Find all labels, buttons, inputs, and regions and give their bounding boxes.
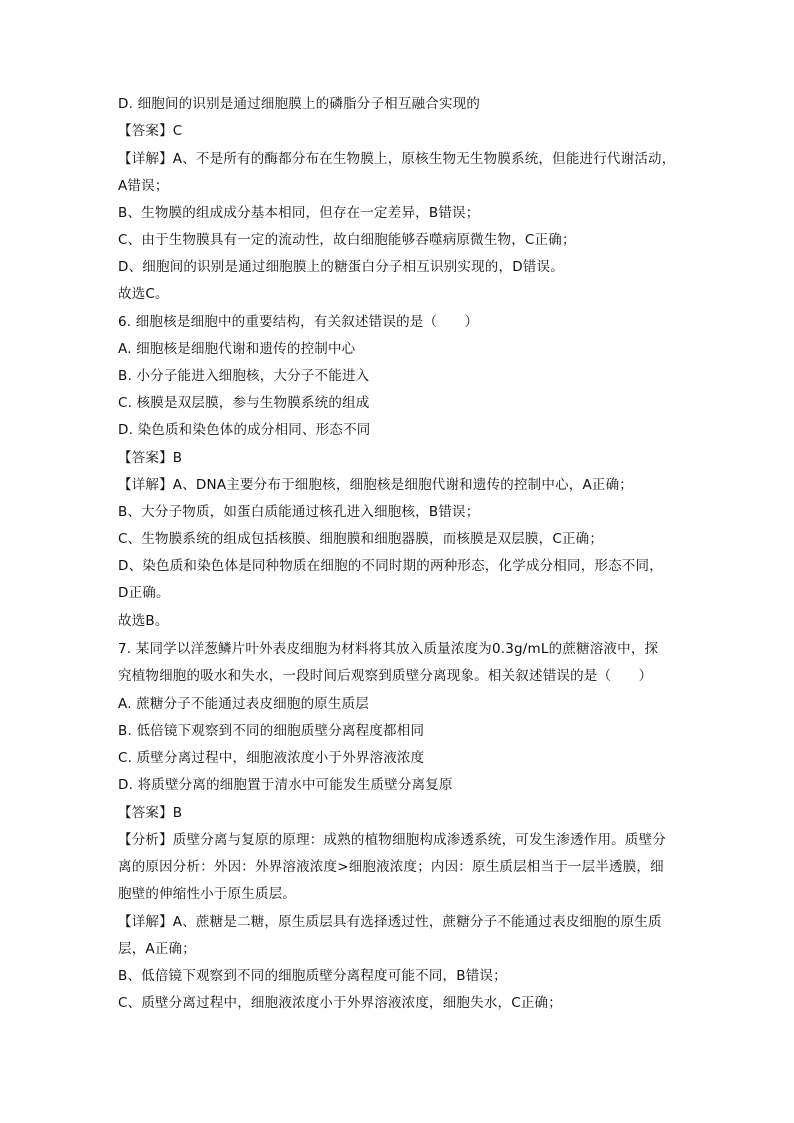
explanation-q5-a: 【详解】A、不是所有的酶都分布在生物膜上，原核生物无生物膜系统，但能进行代谢活动， xyxy=(118,151,676,167)
conclusion-q5: 故选C。 xyxy=(118,286,169,302)
option-d-q7: D. 将质壁分离的细胞置于清水中可能发生质壁分离复原 xyxy=(118,777,453,793)
explanation-q5-a2: A错误； xyxy=(118,178,169,194)
option-a-q6: A. 细胞核是细胞代谢和遗传的控制中心 xyxy=(118,341,356,357)
explanation-q6-d: D、染色质和染色体是同种物质在细胞的不同时期的两种形态，化学成分相同，形态不同， xyxy=(118,558,663,574)
analysis-q7-3: 胞壁的伸缩性小于原生质层。 xyxy=(118,886,297,902)
explanation-q5-b: B、生物膜的组成成分基本相同，但存在一定差异，B错误； xyxy=(118,205,480,221)
explanation-q6-c: C、生物膜系统的组成包括核膜、细胞膜和细胞器膜，而核膜是双层膜，C正确； xyxy=(118,531,604,547)
option-d-q5: D. 细胞间的识别是通过细胞膜上的磷脂分子相互融合实现的 xyxy=(118,96,481,112)
option-b-q6: B. 小分子能进入细胞核，大分子不能进入 xyxy=(118,368,370,384)
explanation-q5-d: D、细胞间的识别是通过细胞膜上的糖蛋白分子相互识别实现的，D错误。 xyxy=(118,259,564,275)
explanation-q6-b: B、大分子物质，如蛋白质能通过核孔进入细胞核，B错误； xyxy=(118,504,480,520)
answer-q5: 【答案】C xyxy=(118,123,183,139)
answer-q7: 【答案】B xyxy=(118,805,183,821)
explanation-q7-a2: 层，A正确； xyxy=(118,941,196,957)
option-b-q7: B. 低倍镜下观察到不同的细胞质壁分离程度都相同 xyxy=(118,723,425,739)
explanation-q7-a: 【详解】A、蔗糖是二糖，原生质层具有选择透过性，蔗糖分子不能通过表皮细胞的原生质 xyxy=(118,914,662,930)
option-a-q7: A. 蔗糖分子不能通过表皮细胞的原生质层 xyxy=(118,696,370,712)
question-7: 7. 某同学以洋葱鳞片叶外表皮细胞为材料将其放入质量浓度为0.3g/mL的蔗糖溶液中，探 xyxy=(118,641,659,657)
analysis-q7-2: 离的原因分析：外因：外界溶液浓度>细胞液浓度；内因：原生质层相当于一层半透膜，细 xyxy=(118,859,664,875)
answer-q6: 【答案】B xyxy=(118,450,183,466)
explanation-q6-d2: D正确。 xyxy=(118,585,170,601)
option-d-q6: D. 染色质和染色体的成分相同、形态不同 xyxy=(118,422,371,438)
question-6: 6. 细胞核是细胞中的重要结构，有关叙述错误的是（ ） xyxy=(118,314,479,330)
explanation-q7-c: C、质壁分离过程中，细胞液浓度小于外界溶液浓度，细胞失水，C正确； xyxy=(118,995,562,1011)
option-c-q7: C. 质壁分离过程中，细胞液浓度小于外界溶液浓度 xyxy=(118,750,425,766)
explanation-q7-b: B、低倍镜下观察到不同的细胞质壁分离程度可能不同，B错误； xyxy=(118,968,507,984)
explanation-q6-a: 【详解】A、DNA主要分布于细胞核，细胞核是细胞代谢和遗传的控制中心，A正确； xyxy=(118,477,633,493)
analysis-q7: 【分析】质壁分离与复原的原理：成熟的植物细胞构成渗透系统，可发生渗透作用。质壁分 xyxy=(118,832,666,848)
option-c-q6: C. 核膜是双层膜，参与生物膜系统的组成 xyxy=(118,395,370,411)
question-7-cont: 究植物细胞的吸水和失水，一段时间后观察到质壁分离现象。相关叙述错误的是（ ） xyxy=(118,668,653,684)
explanation-q5-c: C、由于生物膜具有一定的流动性，故白细胞能够吞噬病原微生物，C正确； xyxy=(118,232,576,248)
conclusion-q6: 故选B。 xyxy=(118,613,169,629)
